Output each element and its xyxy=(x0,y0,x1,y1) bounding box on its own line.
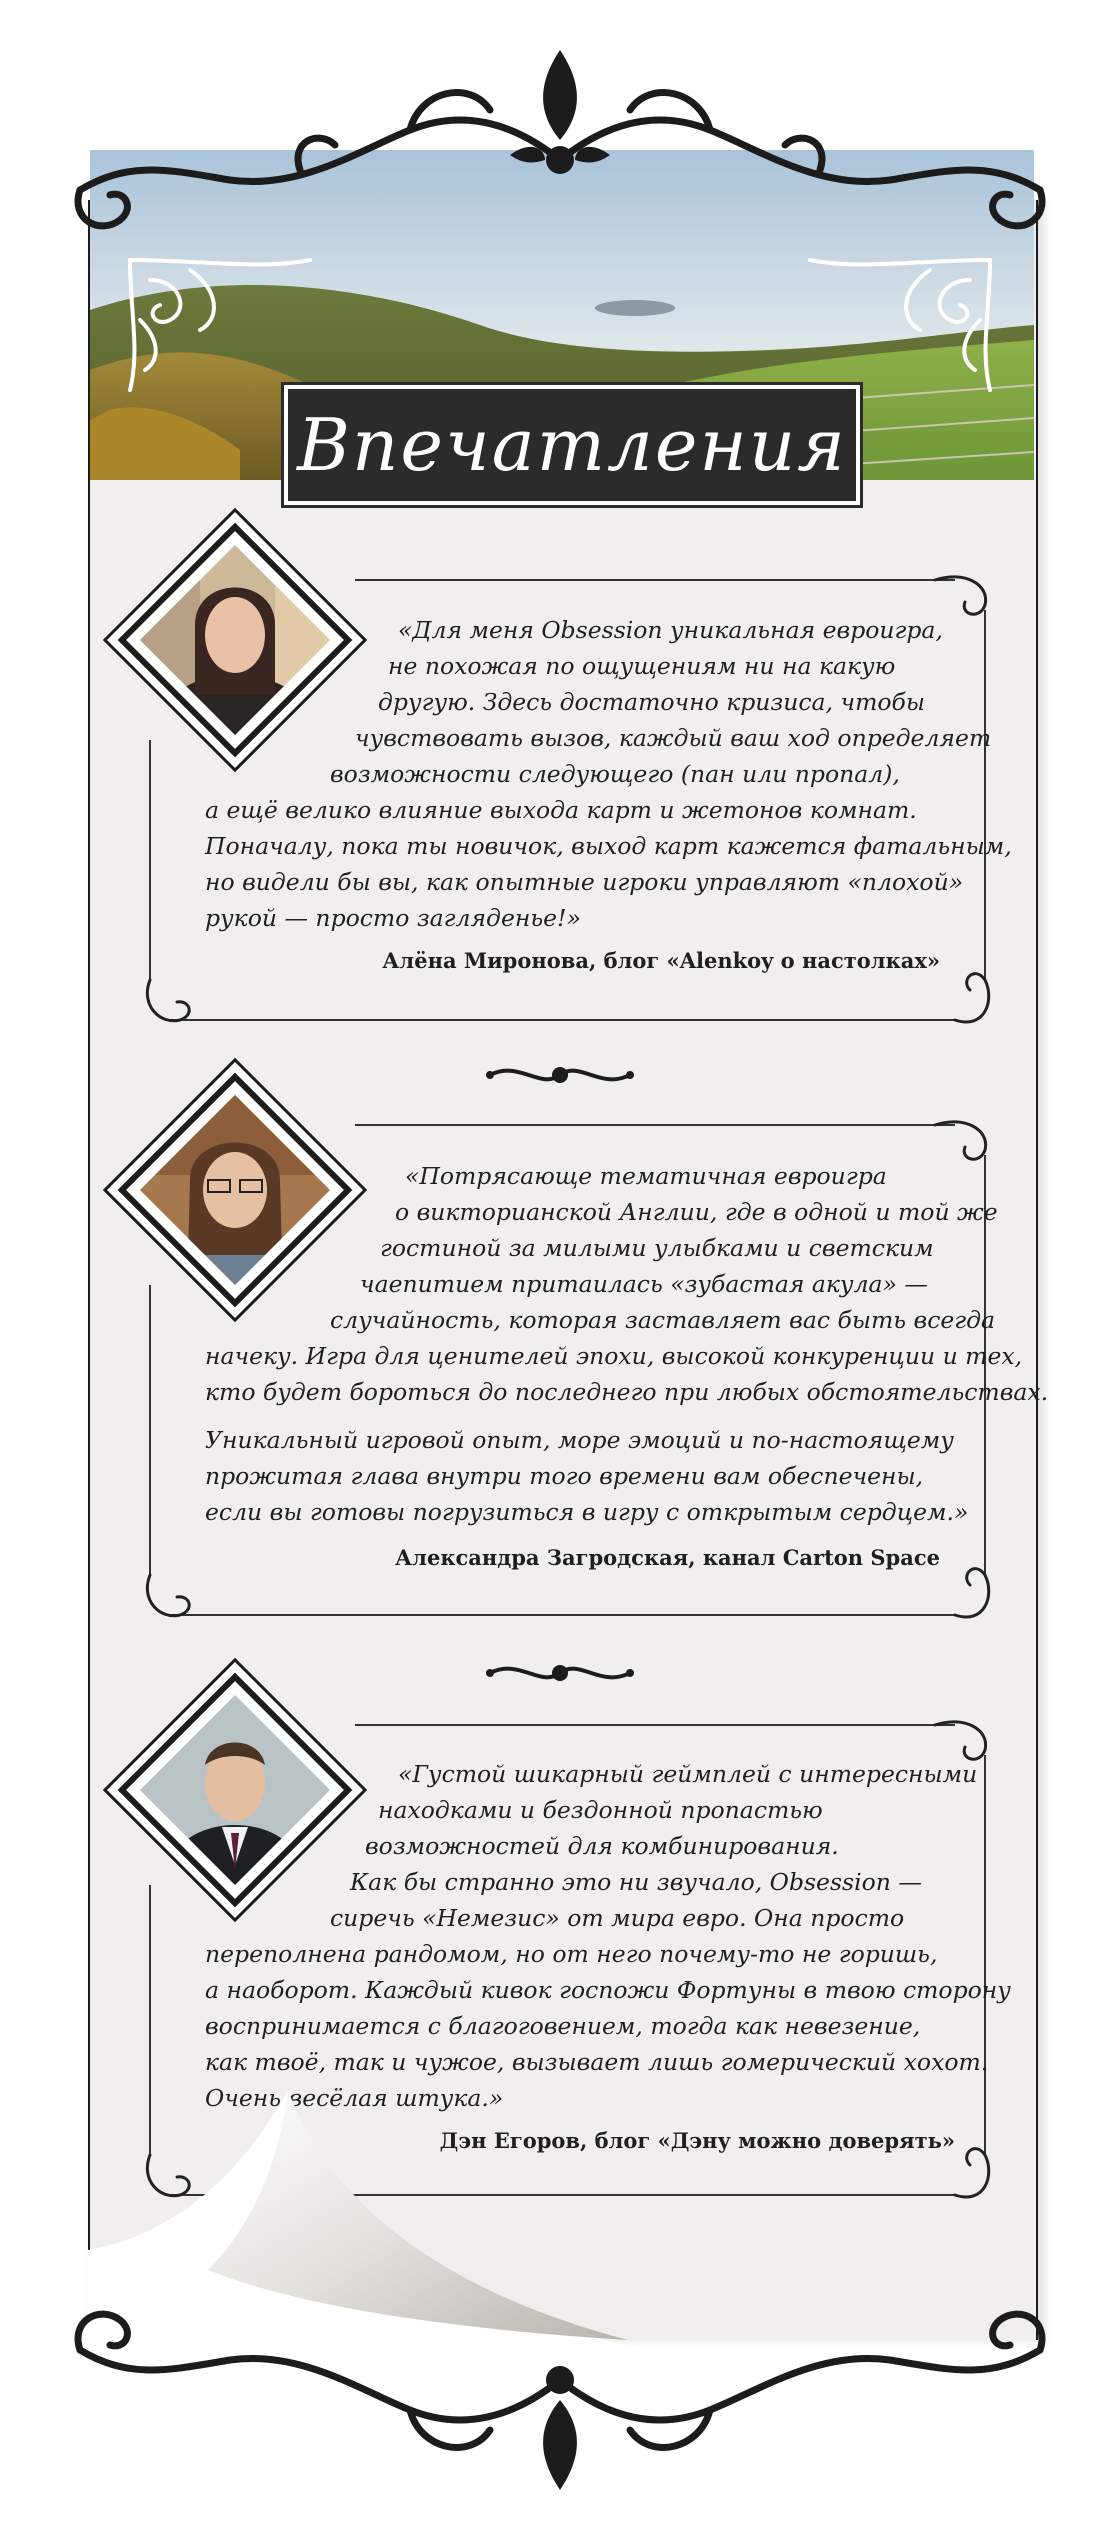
corner-filigree-right xyxy=(800,250,1000,400)
bottom-ornament xyxy=(40,2270,1080,2500)
review-author-1: Алёна Миронова, блог «Alenkoy о настолках» xyxy=(382,948,940,973)
review-quote-1: «Для меня Obsession уникальная евроигра, не похожая по ощущениям ни на какую другую. Здесь достаточно кризиса, чтобы чувствовать вызов, каждый ваш ход определяет возможности следующего (пан или пропал), а ещё велико влияние выхода карт и жетонов комнат. Поначалу, пока ты новичок, выход карт кажется фатальным, но видели бы вы, как опытные игроки управляют «плохой» рукой — просто загляденье!» xyxy=(205,616,1012,932)
review-quote-3: «Густой шикарный геймплей с интересными находками и бездонной пропастью возможностей для комбинирования. Как бы странно это ни звучало, Obsession — сиречь «Немезис» от мира евро. Она просто переполнена рандомом, но от него почему-то не горишь, а наоборот. Каждый кивок госпожи Фортуны в твою сторону воспринимается с благоговением, тогда как невезение, как твоё, так и чужое, вызывает лишь гомерический хохот. Очень весёлая штука.» xyxy=(205,1760,1011,2112)
top-ornament xyxy=(40,40,1080,270)
title-plate xyxy=(284,385,860,505)
review-author-2: Александра Загродская, канал Carton Space xyxy=(395,1545,940,1570)
review-quote-2-paragraph-2: Уникальный игровой опыт, море эмоций и по-настоящему прожитая глава внутри того времени вам обеспечены, если вы готовы погрузиться в игру с открытым сердцем.» xyxy=(205,1426,969,1526)
divider-ornament-1 xyxy=(480,1050,640,1100)
review-author-3: Дэн Егоров, блог «Дэну можно доверять» xyxy=(439,2128,955,2153)
divider-ornament-2 xyxy=(480,1648,640,1698)
page-title: Впечатления xyxy=(297,403,847,487)
review-quote-2: «Потрясающе тематичная евроигра о викторианской Англии, где в одной и той же гостиной за милыми улыбками и светским чаепитием притаилась «зубастая акула» — случайность, которая заставляет вас быть всегда начеку. Игра для ценителей эпохи, высокой конкуренции и тех, кто будет бороться до последнего при любых обстоятельствах. xyxy=(205,1162,1049,1406)
corner-filigree-left xyxy=(120,250,320,400)
